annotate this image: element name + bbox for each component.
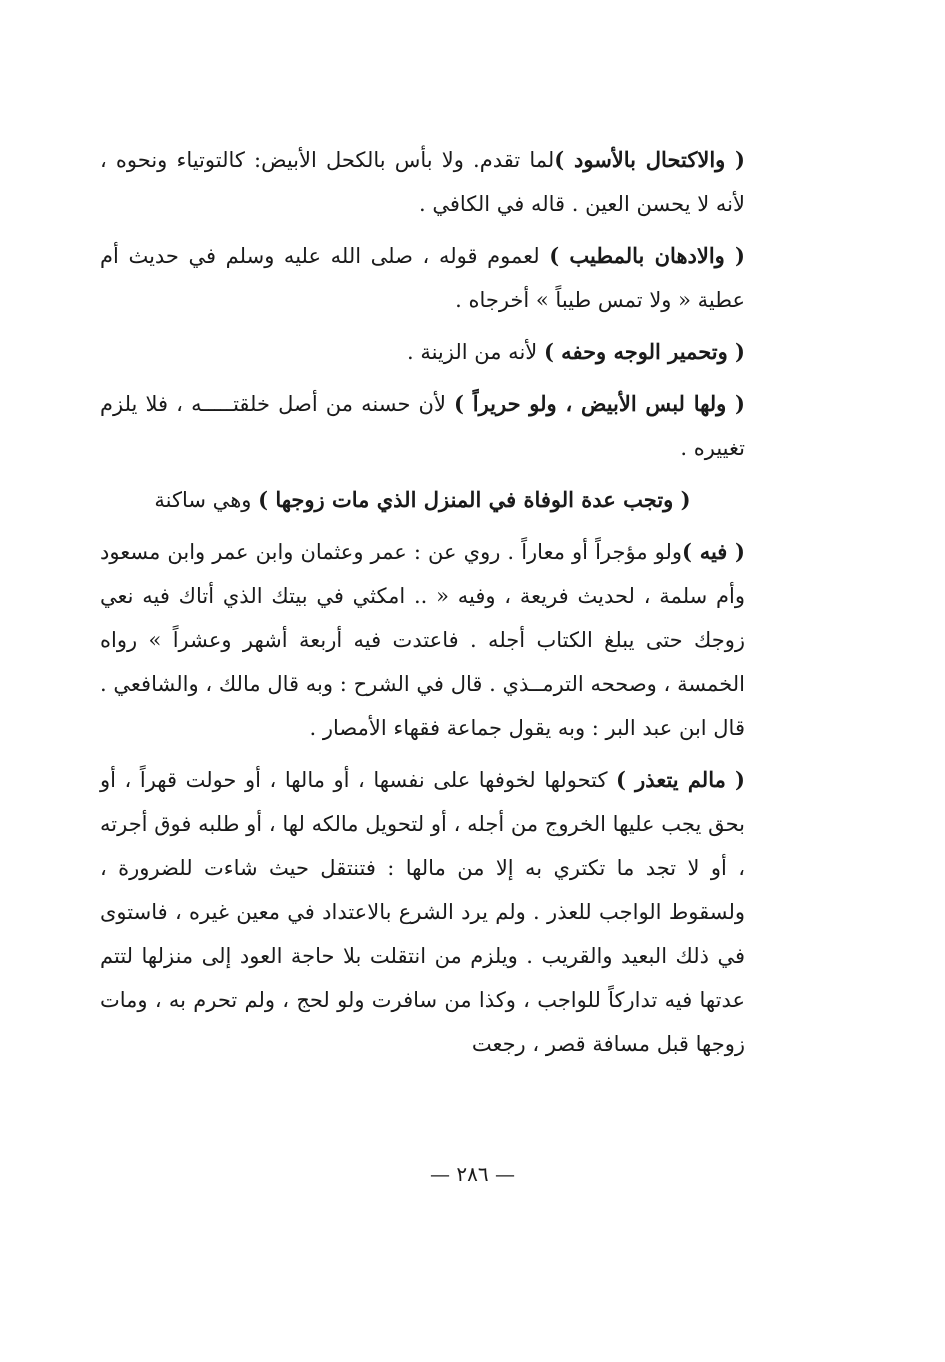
paragraph-face	[100, 330, 745, 374]
heading-iddah-house: ( وتجب عدة الوفاة في المنزل الذي مات زوجها )	[258, 487, 691, 512]
paragraph-iddah-house	[100, 478, 745, 522]
paragraph-unless-impossible	[100, 758, 745, 1066]
heading-kohl: ( والاكتحال بالأسود )	[554, 147, 745, 172]
page-number: — ٢٨٦ —	[430, 1162, 515, 1186]
heading-unless-impossible: ( مالم يتعذر )	[616, 767, 745, 792]
text-iddah-house: وهي ساكنة	[154, 488, 259, 512]
heading-white-clothing: ( ولها لبس الأبيض ، ولو حريراً )	[454, 391, 745, 416]
heading-face: ( وتحمير الوجه وحفه )	[543, 339, 745, 364]
text-unless-impossible: كتحولها لخوفها على نفسها ، أو مالها ، أو حولت قهراً ، أو بحق يجب عليها الخروج من أجله ، أو لتحويل مالكه لها ، أو طلبه فوق أجرته ، أو لا تجد ما تكتري به إلا من مالها : فتنتقل حيث شاءت للضرورة ، ولسقوط الواجب للعذر . ولم يرد الشرع بالاعتداد في معين غيره ، فاستوى في ذلك البعيد والقريب . ويلزم من انتقلت بلا حاجة العود إلى منزلها لتتم عدتها فيه تداركاً للواجب ، وكذا من سافرت ولو لحج ، ولم تحرم به ، ومات زوجها قبل مسافة قصر ، رجعت	[100, 768, 745, 1056]
text-perfume: لعموم قوله ، صلى الله عليه وسلم في حديث أم عطية « ولا تمس طيباً » أخرجاه .	[100, 244, 745, 312]
paragraph-fihi	[100, 530, 745, 750]
paragraph-white-clothing	[100, 382, 745, 470]
paragraph-perfume	[100, 234, 745, 322]
text-white-clothing: لأن حسنه من أصل خلقتـــــه ، فلا يلزم تغييره .	[100, 392, 745, 460]
text-fihi: ولو مؤجراً أو معاراً . روي عن : عمر وعثمان وابن عمر وابن مسعود وأم سلمة ، لحديث فريعة ، وفيه « .. امكثي في بيتك الذي أتاك فيه نعي زوجك حتى يبلغ الكتاب أجله . فاعتدت فيه أربعة أشهر وعشراً » رواه الخمسة ، وصححه الترمــذي . قال في الشرح : وبه قال مالك ، والشافعي . قال ابن عبد البر : وبه يقول جماعة فقهاء الأمصار .	[100, 540, 745, 740]
heading-perfume: ( والادهان بالمطيب )	[549, 243, 745, 268]
heading-fihi: ( فيه )	[682, 539, 745, 564]
page-body	[100, 138, 745, 1074]
text-kohl: لما تقدم. ولا بأس بالكحل الأبيض: كالتوتياء ونحوه ، لأنه لا يحسن العين . قاله في الكافي .	[100, 148, 745, 216]
paragraph-kohl	[100, 138, 745, 226]
text-face: لأنه من الزينة .	[406, 340, 544, 364]
